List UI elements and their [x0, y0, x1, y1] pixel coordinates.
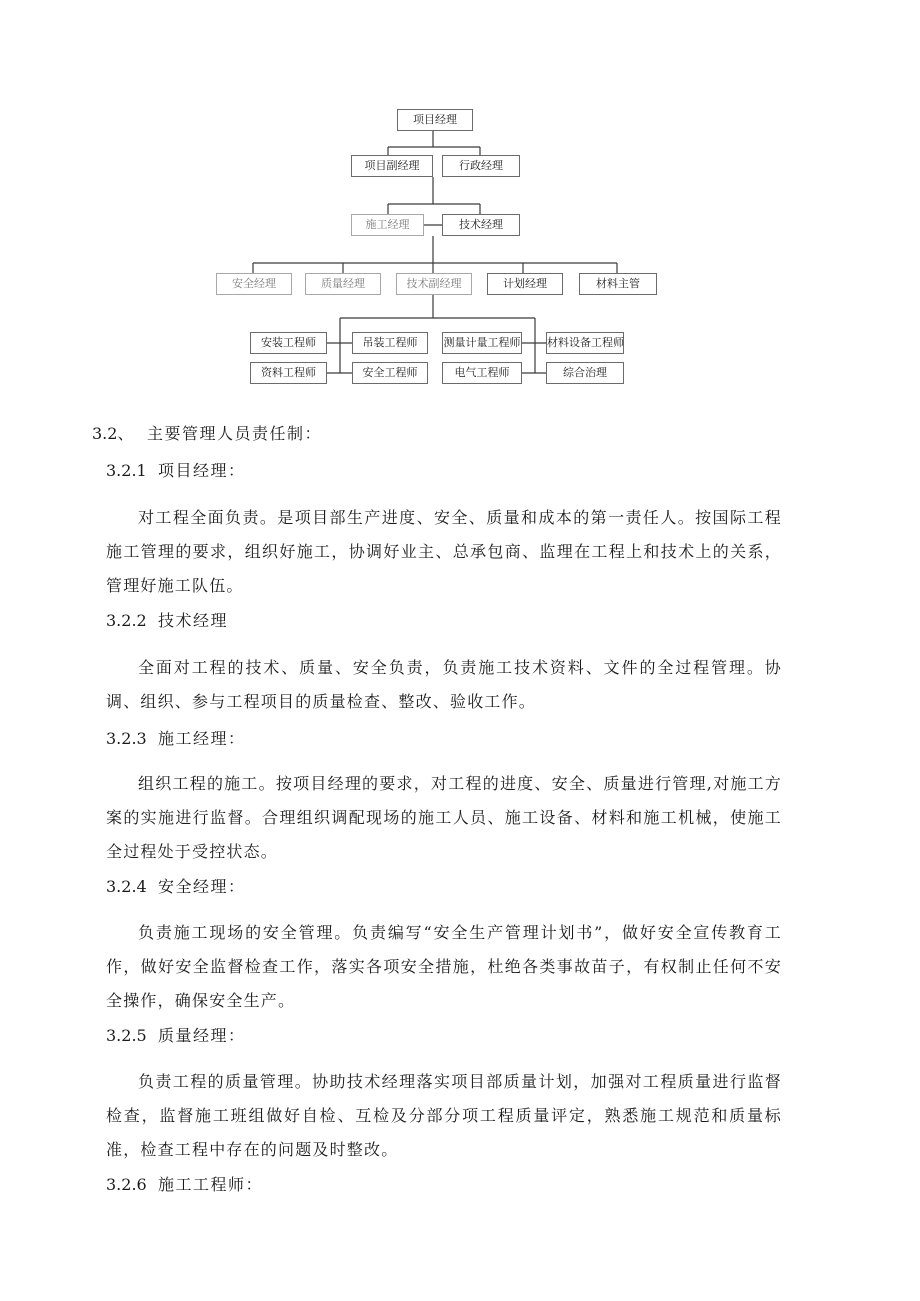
subsection-heading-3-2-4 — [106, 874, 246, 900]
subsection-heading-3-2-2 — [106, 608, 228, 634]
subsection-number: 3.2.3 — [106, 729, 147, 748]
org-chart — [0, 0, 920, 400]
org-node-deputy-technical-manager: 技术副经理 — [396, 273, 472, 295]
org-node-admin-manager: 行政经理 — [442, 155, 520, 177]
subsection-title: 施工经理： — [158, 729, 246, 748]
subsection-heading-3-2-1 — [106, 458, 246, 484]
org-node-deputy-project-manager: 项目副经理 — [351, 155, 433, 177]
subsection-number: 3.2.4 — [106, 877, 147, 896]
org-node-safety-manager: 安全经理 — [216, 273, 292, 295]
subsection-title: 质量经理： — [158, 1026, 246, 1045]
paragraph-3-2-3: 组织工程的施工。按项目经理的要求，对工程的进度、安全、质量进行管理,对施工方案的实施进行监督。合理组织调配现场的施工人员、施工设备、材料和施工机械，使施工全过程处于受控状态。 — [106, 774, 782, 861]
section-title: 主要管理人员责任制： — [147, 424, 323, 443]
subsection-title: 施工工程师： — [158, 1175, 264, 1194]
subsection-heading-3-2-6 — [106, 1172, 263, 1198]
subsection-title: 安全经理： — [158, 877, 246, 896]
org-node-quality-manager: 质量经理 — [305, 273, 381, 295]
org-node-materials-supervisor: 材料主管 — [579, 273, 657, 295]
subsection-number: 3.2.1 — [106, 461, 147, 480]
org-node-technical-manager: 技术经理 — [442, 214, 520, 236]
org-node-hoisting-engineer: 吊装工程师 — [352, 332, 428, 354]
org-node-planning-manager: 计划经理 — [487, 273, 563, 295]
paragraph-3-2-2: 全面对工程的技术、质量、安全负责，负责施工技术资料、文件的全过程管理。协调、组织、参与工程项目的质量检查、整改、验收工作。 — [106, 658, 782, 711]
subsection-number: 3.2.5 — [106, 1026, 147, 1045]
paragraph-3-2-5: 负责工程的质量管理。协助技术经理落实项目部质量计划，加强对工程质量进行监督检查，监督施工班组做好自检、互检及分部分项工程质量评定，熟悉施工规范和质量标准，检查工程中存在的问题及时整改。 — [106, 1072, 782, 1159]
org-node-safety-engineer: 安全工程师 — [352, 362, 428, 384]
subsection-number: 3.2.6 — [106, 1175, 147, 1194]
org-node-comprehensive-management: 综合治理 — [546, 362, 624, 384]
org-node-equipment-engineer: 材料设备工程师 — [546, 332, 624, 354]
org-node-installation-engineer: 安装工程师 — [250, 332, 327, 354]
org-node-documentation-engineer: 资料工程师 — [250, 362, 327, 384]
subsection-heading-3-2-5 — [106, 1023, 246, 1049]
subsection-heading-3-2-3 — [106, 726, 246, 752]
org-node-construction-manager: 施工经理 — [351, 214, 424, 236]
org-node-surveying-engineer: 测量计量工程师 — [442, 332, 522, 354]
org-node-project-manager: 项目经理 — [397, 109, 473, 131]
paragraph-3-2-4: 负责施工现场的安全管理。负责编写“安全生产管理计划书”，做好安全宣传教育工作，做好安全监督检查工作，落实各项安全措施，杜绝各类事故苗子，有权制止任何不安全操作，确保安全生产。 — [106, 923, 782, 1010]
subsection-title: 项目经理： — [158, 461, 246, 480]
subsection-title: 技术经理 — [158, 611, 229, 630]
paragraph-3-2-1: 对工程全面负责。是项目部生产进度、安全、质量和成本的第一责任人。按国际工程施工管理的要求，组织好施工，协调好业主、总承包商、监理在工程上和技术上的关系，管理好施工队伍。 — [106, 508, 782, 595]
section-number: 3.2、 — [92, 424, 134, 443]
section-heading — [92, 421, 322, 447]
org-node-electrical-engineer: 电气工程师 — [442, 362, 522, 384]
subsection-number: 3.2.2 — [106, 611, 147, 630]
